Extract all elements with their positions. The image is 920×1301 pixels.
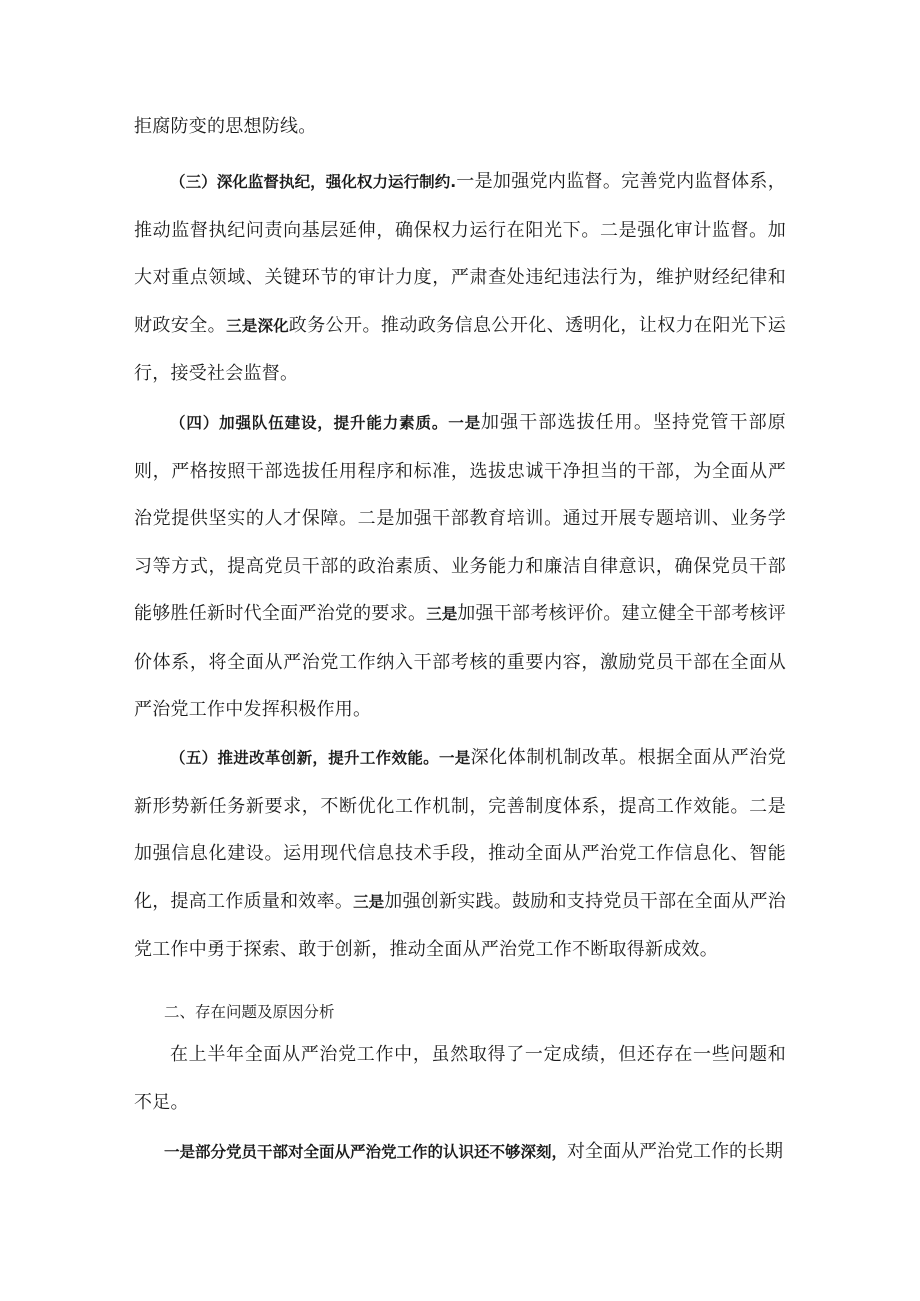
paragraph-lead: （五）推进改革创新，提升工作效能。一是: [170, 749, 471, 767]
paragraph-lead: 一是部分党员干部对全面从严治党工作的认识还不够深刻，: [164, 1143, 568, 1161]
paragraph-lead: （三）深化监督执纪，强化权力运行制约.: [170, 173, 457, 191]
paragraph-text: 政务公开。推动政务信息公开化、透明化，让权力在阳光下运行，接受社会监督。: [134, 314, 786, 384]
paragraph-continuation: [134, 103, 786, 151]
paragraph-text: 深化体制机制改革。根据全面从严治党新形势新任务新要求，不断优化工作机制，完善制度体系，提高工作效能。二是加强信息化建设。运用现代信息技术手段，推动全面从严治党工作信息化、智能化，提高工作质量和效率。: [134, 747, 786, 912]
paragraph-lead: （四）加强队伍建设，提升能力素质。一是: [170, 414, 481, 432]
section-heading: 二、存在问题及原因分析: [164, 1003, 335, 1021]
paragraph-text: 对全面从严治党工作的长期: [567, 1141, 784, 1162]
paragraph-text: 一是加强党内监督。完善党内监督体系，推动监督执纪问责向基层延伸，确保权力运行在阳光下。二是强化审计监督。加大对重点领域、关键环节的审计力度，严肃查处违纪违法行为，维护财经纪律和财政安全。: [134, 171, 787, 336]
paragraph-reform: [134, 734, 786, 974]
paragraph-text: 在上半年全面从严治党工作中，虽然取得了一定成绩，但还存在一些问题和不足。: [134, 1044, 786, 1113]
paragraph-text: 拒腐防变的思想防线。: [134, 116, 317, 137]
paragraph-emphasis: 三是深化: [226, 316, 289, 335]
paragraph-emphasis: 三是: [426, 605, 458, 623]
paragraph-text: 加强创新实践。鼓励和支持党员干部在全面从严治党工作中勇于探索、敢于创新，推动全面从严治党工作不断取得新成效。: [134, 890, 786, 960]
paragraph-emphasis: 三是: [353, 892, 385, 911]
paragraph-supervision: [134, 158, 786, 398]
paragraph-text: 加强干部考核评价。建立健全干部考核评价体系，将全面从严治党工作纳入干部考核的重要内容，激励党员干部在全面从严治党工作中发挥积极作用。: [134, 603, 786, 720]
paragraph-text: 加强干部选拔任用。坚持党管干部原则，严格按照干部选拔任用程序和标准，选拔忠诚干净担当的干部，为全面从严治党提供坚实的人才保障。二是加强干部教育培训。通过开展专题培训、业务学习等方式，提高党员干部的政治素质、业务能力和廉洁自律意识，确保党员干部能够胜任新时代全面严治党的要求。: [134, 412, 786, 624]
paragraph-team-building: [134, 399, 786, 734]
paragraph-problems-intro: [134, 1031, 786, 1126]
paragraph-problem-one: [164, 1128, 790, 1177]
